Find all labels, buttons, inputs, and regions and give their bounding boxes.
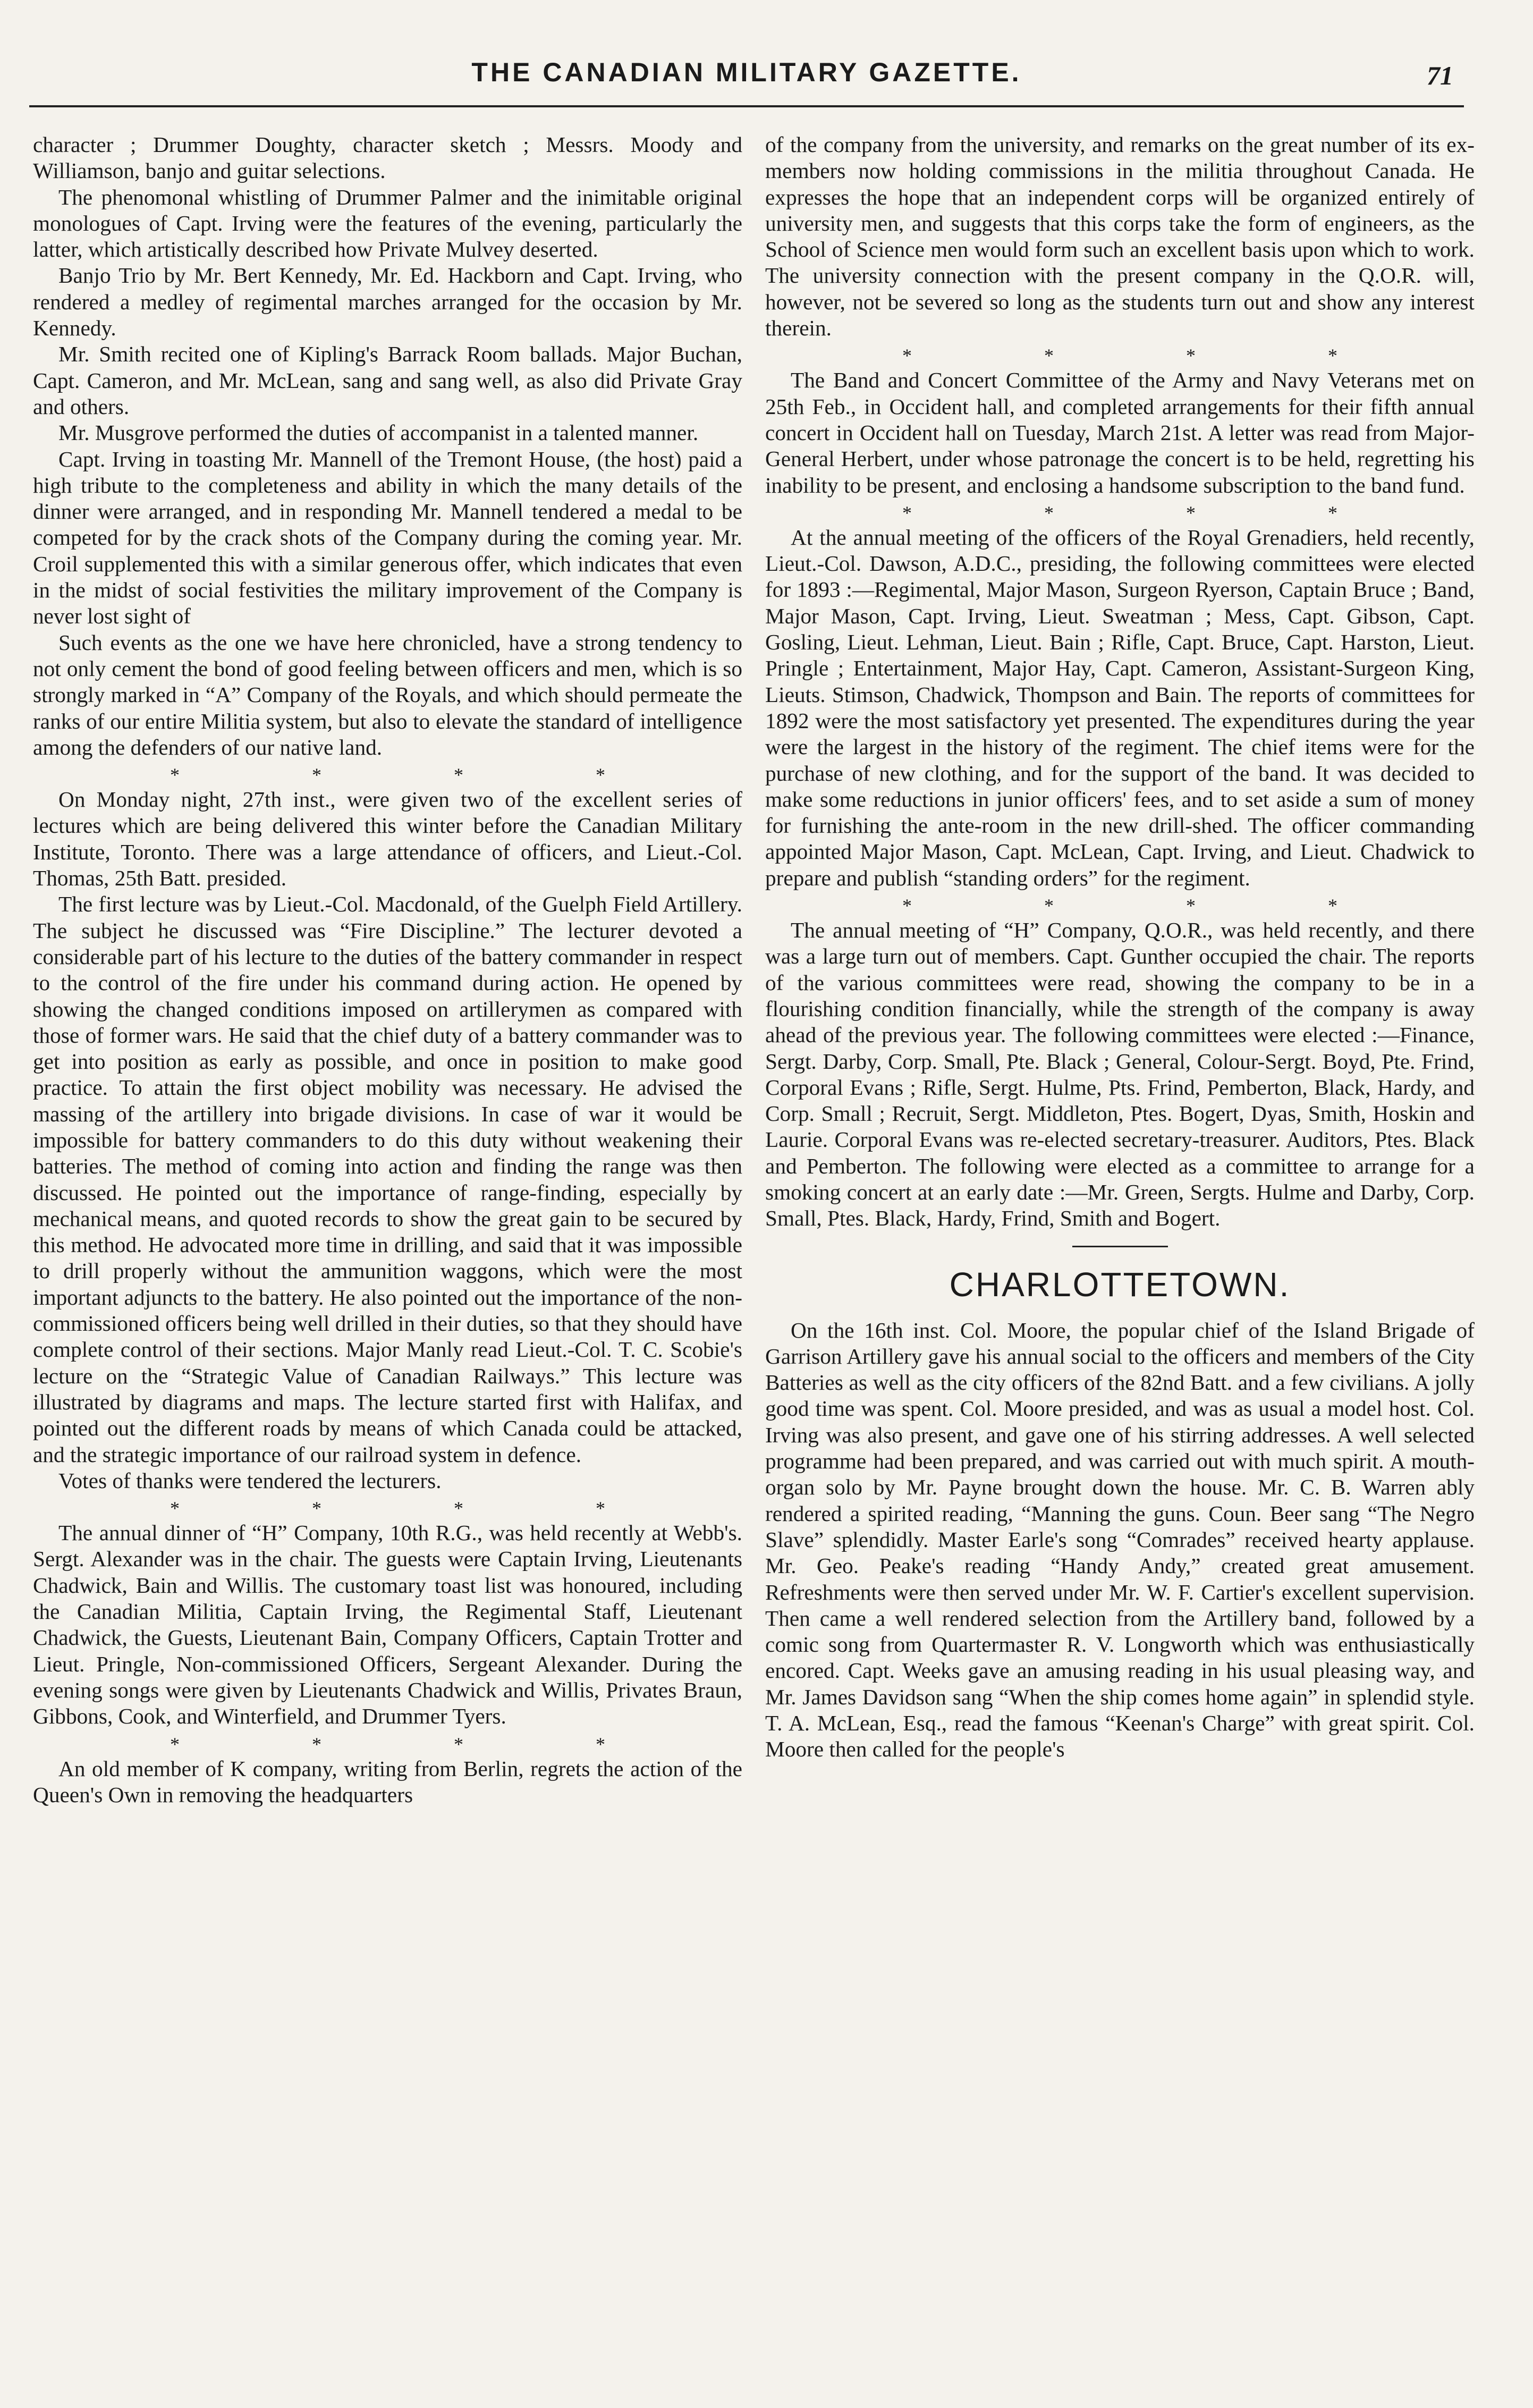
paragraph: Such events as the one we have here chronicled, have a strong tendency to not only cement the bond of good feeling between officers and men, which is so strongly marked in “A” Company of the Royals, and which should permeate the ranks of our entire Militia system, but also to elevate the standard of intelligence among the defenders of our native land. — [33, 630, 742, 759]
header-rule — [29, 105, 1464, 107]
paragraph: Mr. Smith recited one of Kipling's Barrack Room ballads. Major Buchan, Capt. Cameron, and Mr. McLean, sang and sang well, as also did Private Gray and others. — [33, 342, 742, 419]
paragraph: On the 16th inst. Col. Moore, the popular chief of the Island Brigade of Garrison Artillery gave his annual social to the officers and members of the City Batteries as well as the city officers of the 82nd Batt. and a few civilians. A jolly good time was spent. Col. Moore presided, and was as usual a model host. Col. Irving was also present, and gave one of his stirring addresses. A well selected programme had been prepared, and was carried out with much spirit. A mouth-organ solo by Mr. Payne brought down the house. Mr. C. B. Warren ably rendered a spirited reading, “Manning the guns. Coun. Beer sang “The Negro Slave” splendidly. Master Earle's song “Comrades” received hearty applause. Mr. Geo. Peake's reading “Handy Andy,” created great amusement. Refreshments were then served under Mr. W. F. Cartier's excellent supervision. Then came a well rendered selection from the Artillery band, followed by a comic song from Quartermaster R. V. Longworth which was enthusiastically encored. Capt. Weeks gave an amusing reading in his usual pleasing way, and Mr. James Davidson sang “When the ship comes home again” in splendid style. T. A. McLean, Esq., read the famous “Keenan's Charge” with great spirit. Col. Moore then called for the people's — [765, 1317, 1475, 1762]
section-separator: * * * * — [902, 345, 1401, 367]
section-separator: * * * * — [170, 1498, 669, 1519]
paragraph: Mr. Musgrove performed the duties of accompanist in a talented manner. — [58, 420, 699, 445]
section-separator: * * * * — [170, 764, 669, 786]
paragraph: of the company from the university, and remarks on the great number of its ex-members now holding commissions in the militia throughout Canada. He expresses the hope that an independent corps will be organized entirely of university men, and suggests that this corps take the form of engineers, as the School of Science men would form such an excellent basis upon which to work. The university connection with the present company in the Q.O.R. will, however, not be severed so long as the students turn out and show any interest therein. — [765, 132, 1475, 341]
paragraph: The first lecture was by Lieut.-Col. Macdonald, of the Guelph Field Artillery. The subject he discussed was “Fire Discipline.” The lecturer devoted a considerable part of his lecture to the duties of the battery commander in respect to the control of the fire under his command during action. He opened by showing the changed conditions imposed on artillerymen as compared with those of former wars. He said that the chief duty of a battery commander was to get into position as early as possible, and once in position to make good practice. To attain the first object mobility was necessary. He advised the massing of the artillery into brigade divisions. In case of war it would be impossible for battery commanders to do this duty without weakening their batteries. The method of coming into action and finding the range was then discussed. He pointed out the importance of range-finding, especially by mechanical means, and quoted records to show the great gain to be secured by this method. He advocated more time in drilling, and said that it was impossible to drill properly without the ammunition waggons, which were the most important adjuncts to the battery. He also pointed out the importance of the non-commissioned officers being well drilled in their duties, so that they should have complete control of their sections. Major Manly read Lieut.-Col. T. C. Scobie's lecture on the “Strategic Value of Canadian Railways.” This lecture was illustrated by diagrams and maps. The lecture started first with Halifax, and pointed out the different roads by means of which Canada could be attacked, and the strategic importance of our railroad system in defence. — [33, 892, 742, 1467]
paragraph: Capt. Irving in toasting Mr. Mannell of the Tremont House, (the host) paid a high tribute to the completeness and ability in which the many details of the dinner were arranged, and in responding Mr. Mannell tendered a medal to be competed for by the crack shots of the Company during the coming year. Mr. Croil supplemented this with a similar generous offer, which indicates that even in the midst of social festivities the military improvement of the Company is never lost sight of — [33, 446, 742, 629]
section-heading: CHARLOTTETOWN. — [949, 1265, 1291, 1304]
right-column — [765, 132, 1475, 2390]
paragraph: The annual meeting of “H” Company, Q.O.R., was held recently, and there was a large turn out of members. Capt. Gunther occupied the chair. The reports of the various committees were read, showing the company to be in a flourishing condition financially, while the strength of the company is away ahead of the previous year. The following committees were elected :—Finance, Sergt. Darby, Corp. Small, Pte. Black ; General, Colour-Sergt. Boyd, Pte. Frind, Corporal Evans ; Rifle, Sergt. Hulme, Pts. Frind, Pemberton, Black, Hardy, and Corp. Small ; Recruit, Sergt. Middleton, Ptes. Bogert, Dyas, Smith, Hoskin and Laurie. Corporal Evans was re-elected secretary-treasurer. Auditors, Ptes. Black and Pemberton. The following were elected as a committee to arrange for a smoking concert at an early date :—Mr. Green, Sergts. Hulme and Darby, Corp. Small, Ptes. Black, Hardy, Frind, Smith and Bogert. — [765, 918, 1475, 1231]
section-separator: * * * * — [902, 502, 1401, 523]
paragraph: The Band and Concert Committee of the Army and Navy Veterans met on 25th Feb., in Occident hall, and completed arrangements for their fifth annual concert in Occident hall on Tuesday, March 21st. A letter was read from Major-General Herbert, under whose patronage the concert is to be held, regretting his inability to be present, and enclosing a handsome subscription to the band fund. — [765, 368, 1475, 497]
publication-title: THE CANADIAN MILITARY GAZETTE. — [471, 57, 1022, 87]
paragraph: The annual dinner of “H” Company, 10th R.G., was held recently at Webb's. Sergt. Alexander was in the chair. The guests were Captain Irving, Lieutenants Chadwick, Bain and Willis. The customary toast list was honoured, including the Canadian Militia, Captain Irving, the Regimental Staff, Lieutenant Chadwick, the Guests, Lieutenant Bain, Company Officers, Captain Trotter and Lieut. Pringle, Non-commissioned Officers, Sergeant Alexander. During the evening songs were given by Lieutenants Chadwick and Willis, Privates Braun, Gibbons, Cook, and Winterfield, and Drummer Tyers. — [33, 1520, 742, 1729]
paragraph: At the annual meeting of the officers of the Royal Grenadiers, held recently, Lieut.-Col. Dawson, A.D.C., presiding, the following committees were elected for 1893 :—Regimental, Major Mason, Surgeon Ryerson, Captain Bruce ; Band, Major Mason, Capt. Irving, Lieut. Sweatman ; Mess, Capt. Gibson, Capt. Gosling, Lieut. Lehman, Lieut. Bain ; Rifle, Capt. Bruce, Capt. Harston, Lieut. Pringle ; Entertainment, Major Hay, Capt. Cameron, Assistant-Surgeon King, Lieuts. Stimson, Chadwick, Thompson and Bain. The reports of committees for 1892 were the most satisfactory yet presented. The expenditures during the year were the largest in the history of the regiment. The chief items were for the purchase of new clothing, and for the support of the band. It was decided to make some reductions in junior officers' fees, and to set aside a sum of money for furnishing the ante-room in the new drill-shed. The officer commanding appointed Major Mason, Capt. McLean, Capt. Irving, and Lieut. Chadwick to prepare and publish “standing orders” for the regiment. — [765, 525, 1475, 890]
paragraph: character ; Drummer Doughty, character sketch ; Messrs. Moody and Williamson, banjo and guitar selections. — [33, 132, 742, 183]
paragraph: On Monday night, 27th inst., were given two of the excellent series of lectures which are being delivered this winter before the Canadian Military Institute, Toronto. There was a large attendance of officers, and Lieut.-Col. Thomas, 25th Batt. presided. — [33, 787, 742, 891]
page-header — [29, 50, 1464, 109]
page-number: 71 — [1427, 61, 1453, 90]
left-column — [33, 132, 742, 2390]
section-separator: * * * * — [902, 895, 1401, 917]
paragraph: Votes of thanks were tendered the lecturers. — [58, 1468, 442, 1493]
paragraph: Banjo Trio by Mr. Bert Kennedy, Mr. Ed. Hackborn and Capt. Irving, who rendered a medley of regimental marches arranged for the occasion by Mr. Kennedy. — [33, 263, 742, 341]
section-separator: * * * * — [170, 1733, 669, 1755]
paragraph: An old member of K company, writing from Berlin, regrets the action of the Queen's Own in removing the headquarters — [33, 1756, 742, 1807]
section-rule — [1072, 1246, 1168, 1247]
paragraph: The phenomonal whistling of Drummer Palmer and the inimitable original monologues of Capt. Irving were the features of the evening, particularly the latter, which artistically described how Private Mulvey deserted. — [33, 184, 742, 262]
